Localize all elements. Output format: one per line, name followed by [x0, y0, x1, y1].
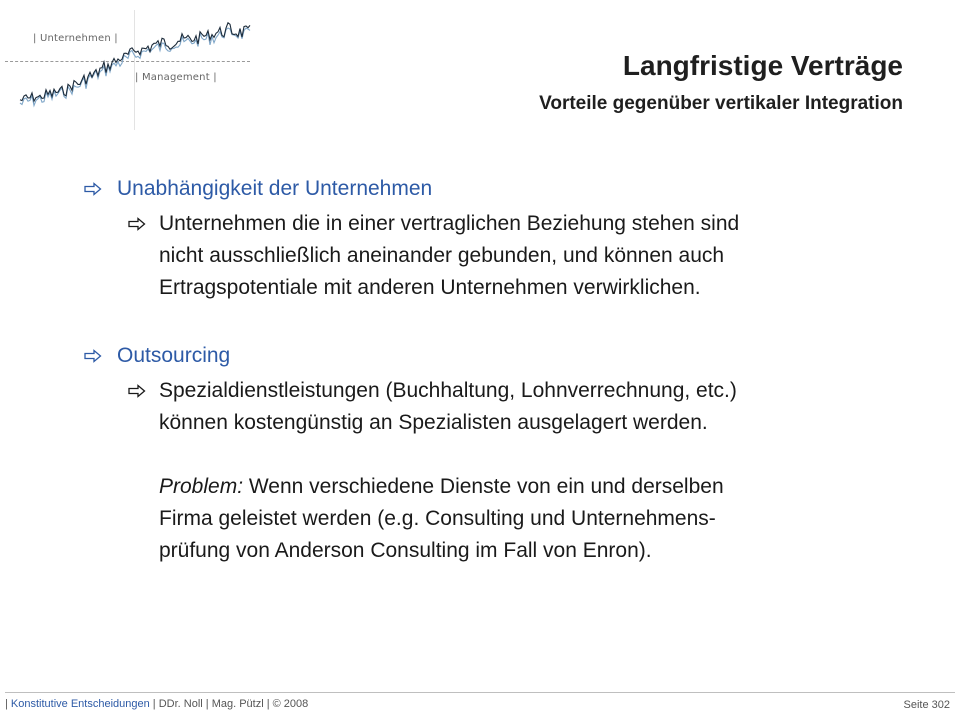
bullet-outsourcing	[84, 342, 904, 370]
footer-pipe: |	[5, 698, 11, 710]
footer-course: Konstitutive Entscheidungen	[10, 698, 150, 710]
page-number: Seite 302	[903, 699, 950, 711]
sub-bullet-outsourcing	[128, 375, 904, 567]
logo	[0, 0, 260, 135]
footer-authors: | DDr. Noll | Mag. Pützl | © 2008	[149, 698, 309, 710]
text-line: prüfung von Anderson Consulting im Fall von Enron).	[159, 539, 652, 562]
text-line: nicht ausschließlich aneinander gebunden, und können auch	[159, 244, 725, 267]
arrow-right-icon	[84, 182, 102, 196]
problem-label: Problem:	[159, 475, 244, 498]
logo-tag-unternehmen: | Unternehmen |	[33, 33, 118, 44]
sub-bullet-text	[159, 208, 904, 304]
bullet-unabhaengigkeit	[84, 175, 904, 203]
footer-divider	[5, 692, 955, 693]
text-line: Spezialdienstleistungen (Buchhaltung, Lohnverrechnung, etc.)	[159, 379, 737, 402]
text-line: Unternehmen die in einer vertraglichen Beziehung stehen sind	[159, 212, 740, 235]
sub-bullet-text	[159, 375, 904, 567]
page-title: Langfristige Verträge	[622, 50, 903, 81]
problem-text: Wenn verschiedene Dienste von ein und derselben	[243, 475, 724, 498]
problem-line	[159, 471, 904, 503]
bullet-heading: Unabhängigkeit der Unternehmen	[117, 177, 433, 200]
arrow-right-icon	[128, 384, 146, 398]
text-line: können kostengünstig an Spezialisten ausgelagert werden.	[159, 411, 708, 434]
arrow-right-icon	[84, 349, 102, 363]
text-line: Firma geleistet werden (e.g. Consulting und Unternehmens-	[159, 507, 716, 530]
sub-bullet-unabhaengigkeit	[128, 208, 904, 304]
bullet-heading: Outsourcing	[117, 344, 231, 367]
text-line: Ertragspotentiale mit anderen Unternehmen verwirklichen.	[159, 276, 701, 299]
stock-chart-logo-icon	[0, 0, 260, 135]
page-subtitle: Vorteile gegenüber vertikaler Integration	[539, 93, 903, 114]
slide-content	[84, 175, 904, 567]
logo-tag-management: | Management |	[135, 72, 217, 83]
footer-info	[5, 698, 308, 710]
arrow-right-icon	[128, 217, 146, 231]
